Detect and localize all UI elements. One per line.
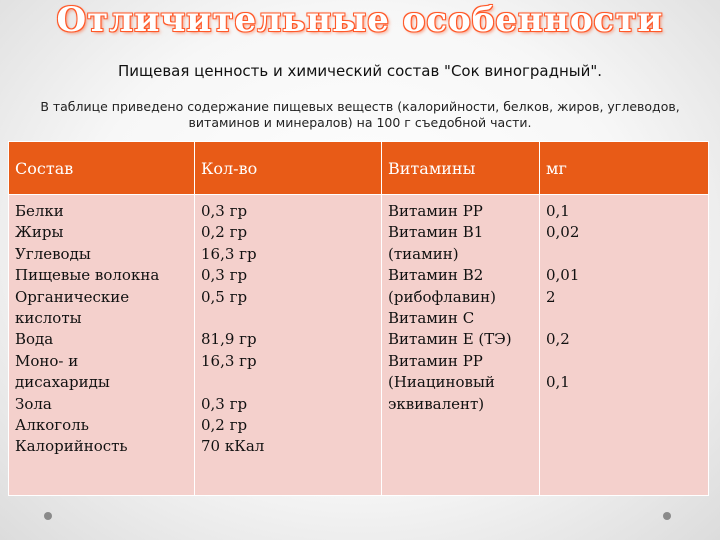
composition-line: дисахариды	[15, 373, 110, 392]
amount-cell	[195, 195, 382, 496]
amount-line: 0,2 гр	[201, 415, 248, 434]
vitamin-line: Витамин B1	[388, 223, 484, 242]
vitamin-line: Витамин PP	[388, 351, 483, 370]
mg-line: 0,02	[546, 223, 580, 242]
mg-line: 2	[546, 287, 556, 306]
composition-line: кислоты	[15, 308, 82, 327]
vitamins-cell	[382, 195, 540, 496]
composition-line: Пищевые волокна	[15, 266, 160, 285]
mg-line: 0,2	[546, 330, 570, 349]
header-composition: Состав	[9, 142, 195, 195]
vitamin-line: (тиамин)	[388, 244, 459, 263]
amount-line: 0,3 гр	[201, 266, 248, 285]
vitamin-line: (рибофлавин)	[388, 287, 497, 306]
slide-dot-right	[663, 512, 671, 520]
composition-line: Моно- и	[15, 351, 79, 370]
amount-line: 16,3 гр	[201, 351, 257, 370]
vitamin-line: Витамин PP	[388, 202, 483, 220]
header-amount: Кол-во	[195, 142, 382, 195]
amount-line	[201, 372, 375, 393]
amount-line: 0,2 гр	[201, 223, 248, 242]
amount-line: 70 кКал	[201, 437, 265, 456]
mg-line: 0,1	[546, 202, 570, 220]
slide-title: Отличительные особенности	[56, 0, 664, 40]
amount-line: 16,3 гр	[201, 244, 257, 263]
amount-line	[201, 308, 375, 329]
mg-line	[546, 394, 702, 415]
amount-line: 81,9 гр	[201, 330, 257, 349]
composition-line: Органические	[15, 287, 130, 306]
nutrition-table	[8, 141, 709, 496]
table-body-row	[9, 195, 709, 496]
composition-line: Калорийность	[15, 437, 128, 456]
mg-line	[546, 351, 702, 372]
mg-line	[546, 244, 702, 265]
vitamin-line: Витамин E (ТЭ)	[388, 330, 512, 349]
composition-line: Вода	[15, 330, 54, 349]
mg-line	[546, 308, 702, 329]
mg-line: 0,1	[546, 373, 570, 392]
vitamin-line: (Ниациновый	[388, 373, 495, 392]
header-vitamins: Витамины	[382, 142, 540, 195]
vitamin-line: Витамин B2	[388, 266, 484, 285]
amount-line: 0,3 гр	[201, 394, 248, 413]
mg-line: 0,01	[546, 266, 580, 285]
mg-cell	[540, 195, 709, 496]
composition-line: Зола	[15, 394, 52, 413]
table-header-row	[9, 142, 709, 195]
slide-subtitle: Пищевая ценность и химический состав "Сок виноградный".	[117, 62, 603, 80]
composition-cell	[9, 195, 195, 496]
composition-line: Жиры	[15, 223, 64, 242]
header-mg: мг	[540, 142, 709, 195]
table-description: В таблице приведено содержание пищевых веществ (калорийности, белков, жиров, углеводов, витаминов и минералов) на 100 г съедобной части.	[40, 99, 680, 130]
vitamin-line: Витамин C	[388, 308, 475, 327]
vitamin-line: эквивалент)	[388, 394, 485, 413]
composition-line: Углеводы	[15, 244, 91, 263]
amount-line: 0,5 гр	[201, 287, 248, 306]
slide-dot-left	[44, 512, 52, 520]
amount-line: 0,3 гр	[201, 202, 248, 220]
composition-line: Алкоголь	[15, 415, 89, 434]
composition-line: Белки	[15, 202, 64, 220]
